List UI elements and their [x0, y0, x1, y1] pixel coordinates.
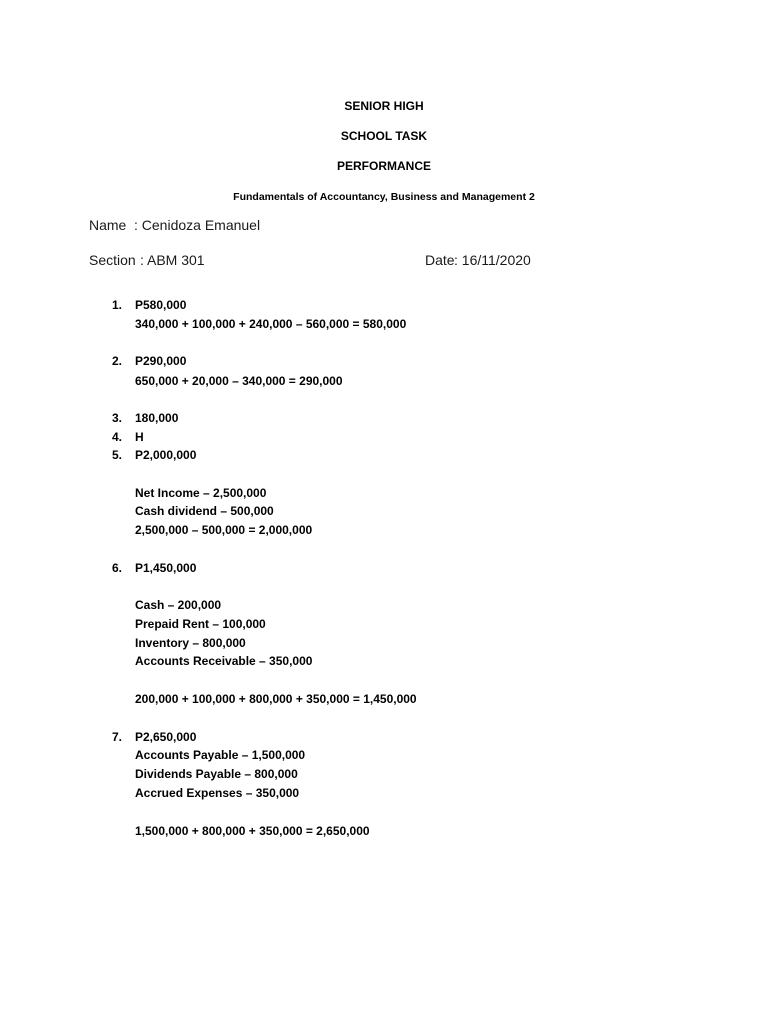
- name-label: Name: [89, 217, 127, 233]
- section-value: : ABM 301: [140, 252, 205, 268]
- date-label: Date: [425, 252, 455, 268]
- answer-line: P290,000: [135, 354, 187, 368]
- subject-title: Fundamentals of Accountancy, Business and Management 2: [233, 191, 535, 203]
- answer-number: 5.: [111, 448, 122, 462]
- answer-line: Net Income – 2,500,000: [135, 486, 267, 500]
- document-title-line-1: SENIOR HIGH: [344, 99, 424, 113]
- document-title-line-2: SCHOOL TASK: [340, 129, 428, 143]
- document-title-line-3: PERFORMANCE: [336, 159, 431, 173]
- answer-line: H: [135, 430, 144, 444]
- answer-line: 180,000: [135, 411, 179, 425]
- date-value: : 16/11/2020: [454, 252, 531, 268]
- answer-line: Dividends Payable – 800,000: [135, 767, 298, 781]
- answer-line: Prepaid Rent – 100,000: [135, 617, 266, 631]
- answer-line: 1,500,000 + 800,000 + 350,000 = 2,650,000: [135, 824, 370, 838]
- answer-number: 7.: [111, 730, 122, 744]
- section-label: Section: [89, 252, 136, 268]
- answer-line: 340,000 + 100,000 + 240,000 – 560,000 = 580,000: [135, 317, 407, 331]
- answer-line: P2,650,000: [135, 730, 197, 744]
- answer-line: P580,000: [135, 298, 187, 312]
- answer-line: 200,000 + 100,000 + 800,000 + 350,000 = 1,450,000: [135, 692, 417, 706]
- answer-number: 4.: [111, 430, 122, 444]
- answer-line: Accrued Expenses – 350,000: [135, 786, 300, 800]
- answer-line: Cash dividend – 500,000: [135, 504, 274, 518]
- answer-line: Accounts Receivable – 350,000: [135, 654, 313, 668]
- answer-line: 650,000 + 20,000 – 340,000 = 290,000: [135, 374, 343, 388]
- answer-line: Inventory – 800,000: [135, 636, 246, 650]
- answer-number: 6.: [111, 561, 122, 575]
- answer-line: P2,000,000: [135, 448, 197, 462]
- answer-line: 2,500,000 – 500,000 = 2,000,000: [135, 523, 313, 537]
- answer-number: 1.: [111, 298, 122, 312]
- answer-line: P1,450,000: [135, 561, 197, 575]
- answer-line: Cash – 200,000: [135, 598, 222, 612]
- answer-number: 3.: [111, 411, 122, 425]
- name-value: : Cenidoza Emanuel: [134, 217, 261, 233]
- answer-line: Accounts Payable – 1,500,000: [135, 748, 306, 762]
- answer-number: 2.: [111, 354, 122, 368]
